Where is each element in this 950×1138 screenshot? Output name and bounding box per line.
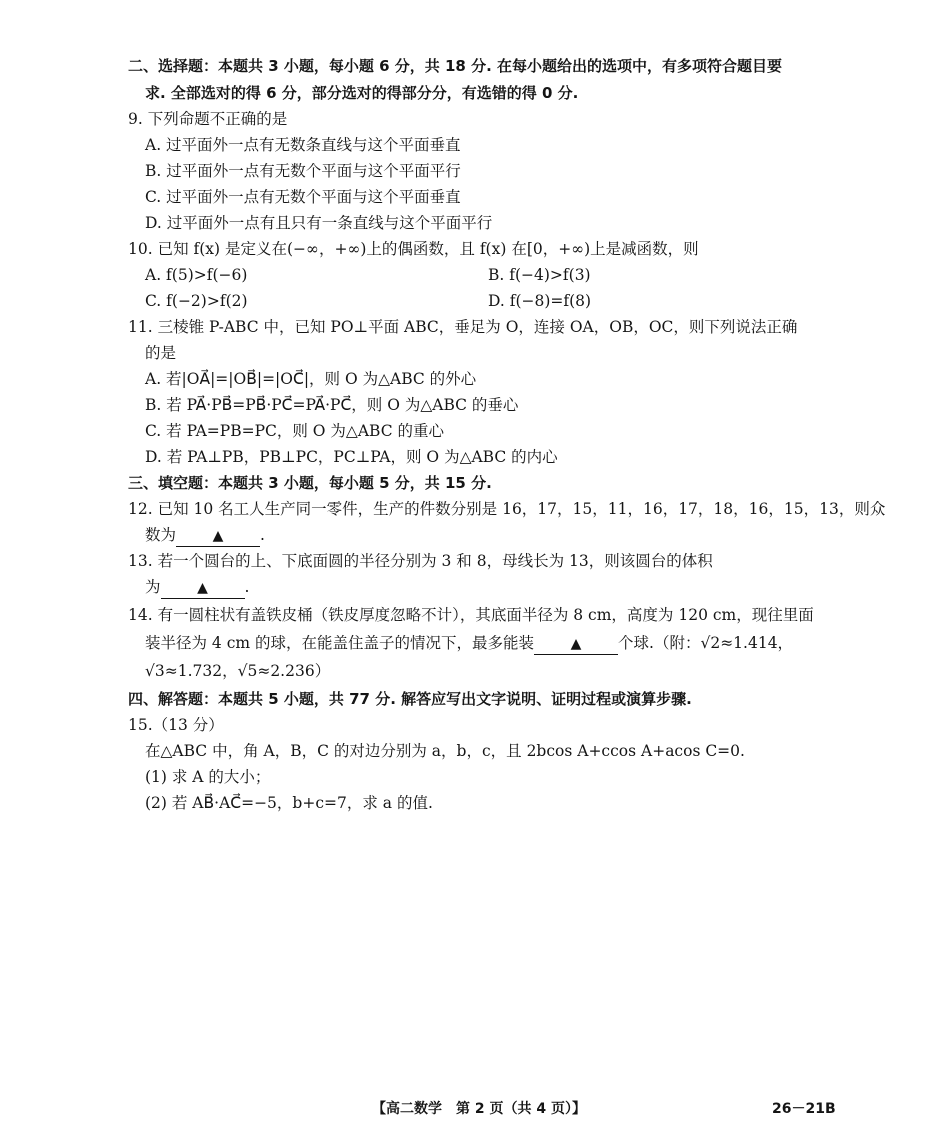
q12-line2-post: . <box>260 526 265 544</box>
q13-answer-blank[interactable] <box>161 577 245 599</box>
q15-part2: (2) 若 AB⃗·AC⃗=−5，b+c=7，求 a 的值. <box>145 794 433 812</box>
q13-line2-pre: 为 <box>145 578 161 596</box>
q11-option-b: B. 若 PA⃗·PB⃗=PB⃗·PC⃗=PA⃗·PC⃗，则 O 为△ABC 的垂心 <box>145 396 519 414</box>
q9-option-a: A. 过平面外一点有无数条直线与这个平面垂直 <box>145 136 461 154</box>
q14-line1: 14. 有一圆柱状有盖铁皮桶（铁皮厚度忽略不计），其底面半径为 8 cm，高度为 120 cm，现往里面 <box>128 606 814 624</box>
q10-stem: 10. 已知 f(x) 是定义在(−∞，+∞)上的偶函数，且 f(x) 在[0，+∞)上是减函数，则 <box>128 240 699 258</box>
q9-stem: 9. 下列命题不正确的是 <box>128 110 288 128</box>
section4-header: 四、解答题：本题共 5 小题，共 77 分. 解答应写出文字说明、证明过程或演算步骤. <box>128 690 692 708</box>
q9-option-c: C. 过平面外一点有无数个平面与这个平面垂直 <box>145 188 461 206</box>
q10-option-b: B. f(−4)>f(3) <box>488 266 591 284</box>
triangle-marker-icon: ▲ <box>212 528 224 544</box>
q9-option-d: D. 过平面外一点有且只有一条直线与这个平面平行 <box>145 214 493 232</box>
triangle-marker-icon: ▲ <box>570 636 582 652</box>
q11-option-a: A. 若|OA⃗|=|OB⃗|=|OC⃗|，则 O 为△ABC 的外心 <box>145 370 477 388</box>
q14-answer-blank[interactable] <box>534 633 618 655</box>
footer-code: 26－21B <box>772 1101 836 1117</box>
q13-line2-post: . <box>244 578 250 596</box>
q13-line1: 13. 若一个圆台的上、下底面圆的半径分别为 3 和 8，母线长为 13，则该圆台的体积 <box>128 552 713 570</box>
q12-line1: 12. 已知 10 名工人生产同一零件，生产的件数分别是 16，17，15，11，16，17，18，16，15，13，则众 <box>128 500 886 518</box>
q10-option-a: A. f(5)>f(−6) <box>145 266 248 284</box>
footer-page-label: 【高二数学 第 2 页（共 4 页）】 <box>372 1101 586 1117</box>
q14-line3: √3≈1.732，√5≈2.236） <box>145 662 331 680</box>
q15-stem: 在△ABC 中，角 A，B，C 的对边分别为 a，b，c，且 2bcos A+ccos A+acos C=0. <box>145 742 745 760</box>
section2-header-line1: 二、选择题：本题共 3 小题，每小题 6 分，共 18 分. 在每小题给出的选项中，有多项符合题目要 <box>128 57 783 75</box>
q15-part1: (1) 求 A 的大小； <box>145 768 271 786</box>
q12-line2-pre: 数为 <box>145 526 177 544</box>
q11-stem-line2: 的是 <box>145 344 177 362</box>
q11-option-d: D. 若 PA⊥PB，PB⊥PC，PC⊥PA，则 O 为△ABC 的内心 <box>145 448 558 466</box>
q14-line2 <box>145 632 793 655</box>
q10-option-d: D. f(−8)=f(8) <box>488 292 592 310</box>
q11-stem-line1: 11. 三棱锥 P-ABC 中，已知 PO⊥平面 ABC，垂足为 O，连接 OA，OB，OC，则下列说法正确 <box>128 318 798 336</box>
q11-option-c: C. 若 PA=PB=PC，则 O 为△ABC 的重心 <box>145 422 445 440</box>
q12-answer-blank[interactable] <box>176 525 260 547</box>
section3-header: 三、填空题：本题共 3 小题，每小题 5 分，共 15 分. <box>128 474 492 492</box>
section2-header-line2: 求. 全部选对的得 6 分，部分选对的得部分分，有选错的得 0 分. <box>145 84 579 102</box>
q9-option-b: B. 过平面外一点有无数个平面与这个平面平行 <box>145 162 461 180</box>
q13-line2 <box>145 576 249 599</box>
q14-line2-pre: 装半径为 4 cm 的球，在能盖住盖子的情况下，最多能装 <box>145 634 535 652</box>
triangle-marker-icon: ▲ <box>197 580 208 596</box>
q10-option-c: C. f(−2)>f(2) <box>145 292 248 310</box>
q14-line2-post: 个球.（附：√2≈1.414， <box>618 634 794 652</box>
q15-title: 15.（13 分） <box>128 716 224 734</box>
q12-line2 <box>145 524 265 547</box>
